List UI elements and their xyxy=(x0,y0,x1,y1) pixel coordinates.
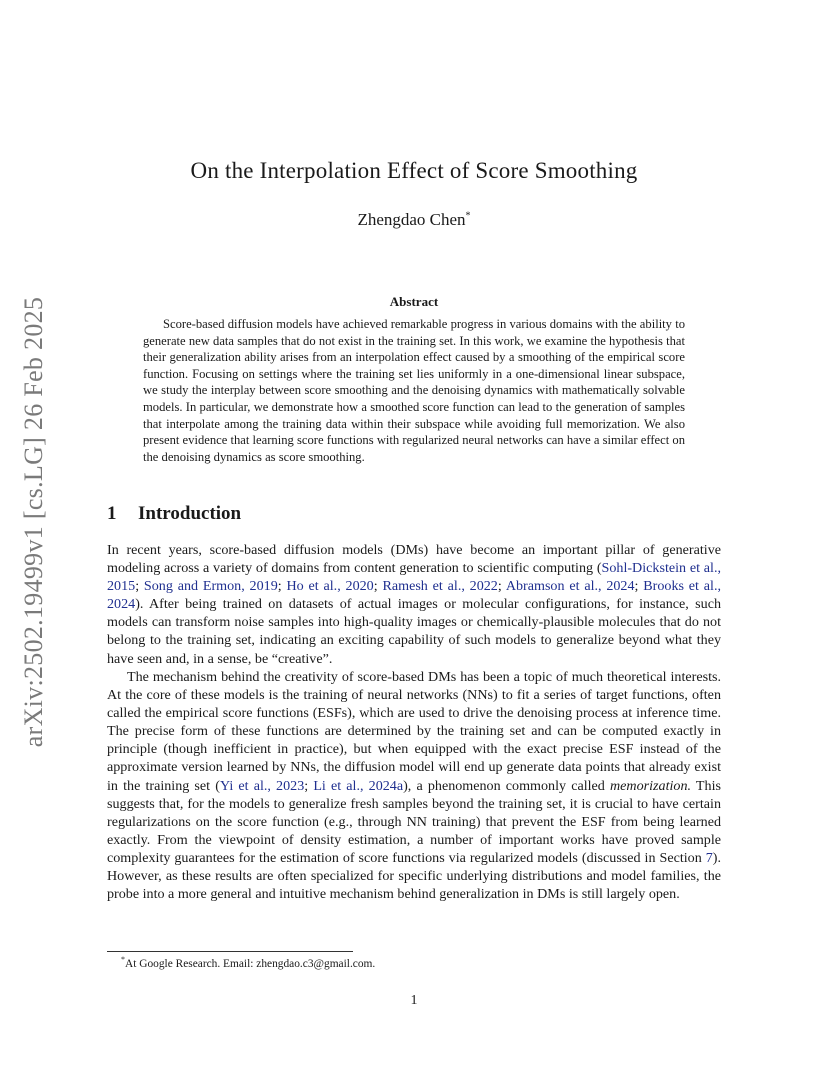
paragraph-text: ). After being trained on datasets of actual images or molecular configurations, for instance, such models can transform noise samples into high-quality images or chemically-plausible molecules that do not belong to the training set, indicating an exciting capability of such models to generalize beyond what they have seen and, in a sense, be “creative”. xyxy=(107,596,721,667)
author-name: Zhengdao Chen xyxy=(357,210,466,229)
abstract-text: Score-based diffusion models have achieved remarkable progress in various domains with the ability to generate new data samples that do not exist in the training set. In this work, we examine the hypothesis that their generalization ability arises from an interpolation effect caused by a smoothing of the empirical score function. Focusing on settings where the training set lies uniformly in a one-dimensional linear subspace, we study the interplay between score smoothing and the denoising dynamics with mathematically solvable models. In particular, we demonstrate how a smoothed score function can lead to the generation of samples that interpolate among the training data within their subspace while avoiding full memorization. We also present evidence that learning score functions with regularized neural networks can have a similar effect on the denoising dynamics as score smoothing. xyxy=(143,317,685,464)
arxiv-id-text: arXiv:2502.19499v1 [cs.LG] 26 Feb 2025 xyxy=(19,296,48,748)
footnote-text: At Google Research. Email: zhengdao.c3@gmail.com. xyxy=(125,957,376,970)
author-line xyxy=(0,210,828,230)
footnote xyxy=(107,955,375,970)
paragraph-text: In recent years, score-based diffusion models (DMs) have become an important pillar of generative modeling across a variety of domains from content generation to scientific computing ( xyxy=(107,542,721,577)
citation-link[interactable]: Brooks et al., 2024 xyxy=(107,578,721,613)
author-footnote-mark[interactable]: * xyxy=(465,210,471,222)
paragraph-text: This suggests that, for the models to generalize fresh samples beyond the training set, it is crucial to have certain regularizations on the score function (e.g., through NN training) that prevent the ESF from being learned exactly. From the viewpoint of density estimation, a number of important works have proved sample complexity guarantees for the estimation of score functions via regularized models (discussed in Section xyxy=(107,777,721,866)
emphasized-term: memorization. xyxy=(610,777,692,794)
citation-link[interactable]: Ramesh et al., 2022 xyxy=(382,578,498,595)
section-heading xyxy=(107,503,241,525)
citation-link[interactable]: Ho et al., 2020 xyxy=(286,578,374,595)
citation-separator: ; xyxy=(497,578,506,595)
arxiv-identifier-stamp xyxy=(12,287,56,757)
paper-title: On the Interpolation Effect of Score Smoothing xyxy=(190,158,638,183)
citation-separator: ; xyxy=(373,578,383,595)
footnote-mark: * xyxy=(121,955,125,964)
paragraph-text: The mechanism behind the creativity of score-based DMs has been a topic of much theoretical interests. At the core of these models is the training of neural networks (NNs) to fit a series of target functions, often called the empirical score functions (ESFs), which are used to drive the denoising process at inference time. The precise form of these functions are determined by the training set and can be computed exactly in principle (though inefficient in practice), but when equipped with the exact precise ESF instead of the approximate version learned by NNs, the diffusion model will end up generate data points that already exist in the training set ( xyxy=(107,669,721,794)
intro-paragraph-1 xyxy=(107,541,721,668)
paragraph-text: ), a phenomenon commonly called xyxy=(403,777,610,794)
page-number: 1 xyxy=(410,993,418,1008)
abstract-heading: Abstract xyxy=(389,294,439,309)
section-title: Introduction xyxy=(138,503,242,524)
citation-link[interactable]: Yi et al., 2023 xyxy=(219,777,305,794)
citation-separator: ; xyxy=(277,578,287,595)
citation-link[interactable]: Li et al., 2024a xyxy=(313,777,404,794)
footnote-divider xyxy=(107,951,353,952)
citation-separator: ; xyxy=(304,777,314,794)
citation-separator: ; xyxy=(634,578,644,595)
intro-paragraph-2 xyxy=(107,668,721,903)
section-reference-link[interactable]: 7 xyxy=(705,849,713,866)
section-number: 1 xyxy=(107,503,117,524)
citation-link[interactable]: Sohl-Dickstein et al., 2015 xyxy=(107,560,721,595)
citation-link[interactable]: Song and Ermon, 2019 xyxy=(143,578,278,595)
paragraph-text: ). However, as these results are often specialized for specific underlying distributions and model families, the probe into a more general and intuitive mechanism behind generalization in DMs is still largely open. xyxy=(107,849,721,903)
citation-separator: ; xyxy=(135,578,144,595)
citation-link[interactable]: Abramson et al., 2024 xyxy=(505,578,635,595)
